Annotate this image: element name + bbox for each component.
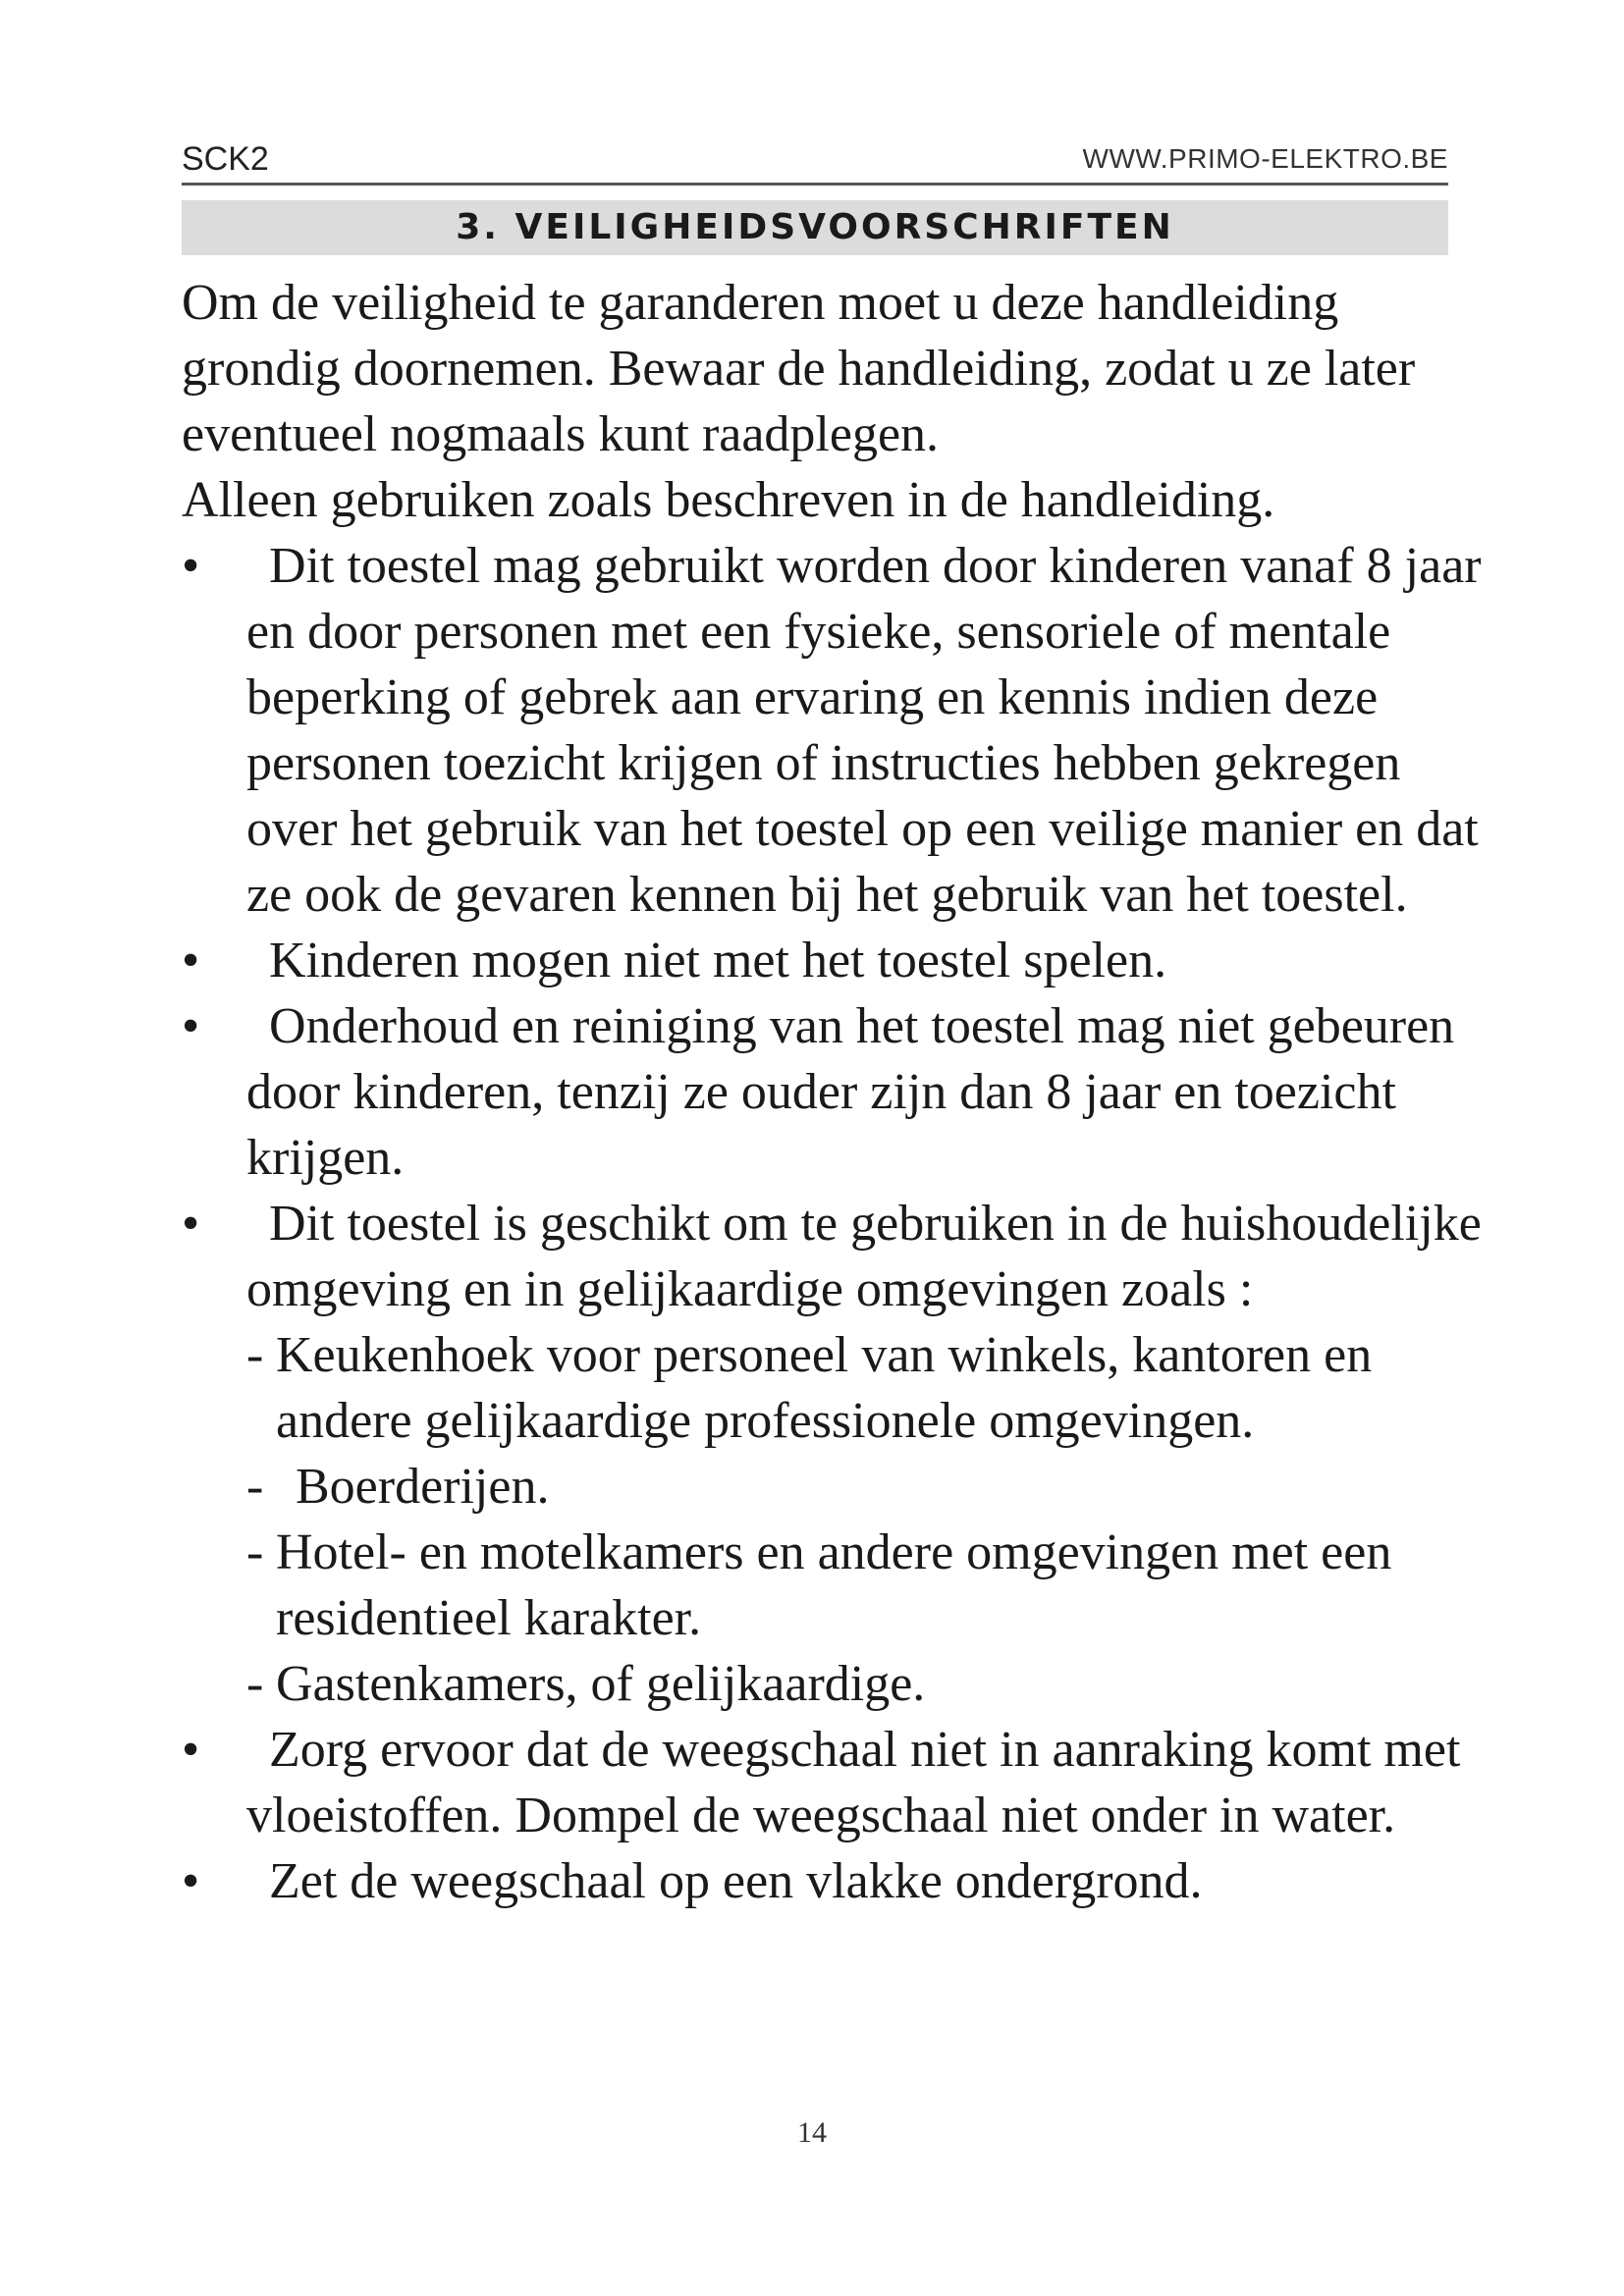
dash-icon: - bbox=[246, 1656, 264, 1712]
bullet-text: Dit toestel mag gebruikt worden door kinderen vanaf 8 jaar en door personen met een fysieke, sensoriele of mentale beperking of gebrek aan ervaring en kennis indien deze personen toezicht krijgen of instructies hebben gekregen over het gebruik van het toestel op een veilige manier en dat ze ook de gevaren kennen bij het gebruik van het toestel. bbox=[246, 538, 1482, 923]
dash-icon: - bbox=[246, 1327, 264, 1383]
dash-icon: - bbox=[246, 1459, 264, 1515]
sub-list-item bbox=[182, 1520, 1497, 1651]
bullet-text: Onderhoud en reiniging van het toestel mag niet gebeuren door kinderen, tenzij ze ouder zijn dan 8 jaar en toezicht krijgen. bbox=[246, 998, 1455, 1186]
bullet-text: Zorg ervoor dat de weegschaal niet in aanraking komt met vloeistoffen. Dompel de weegschaal niet onder in water. bbox=[246, 1722, 1461, 1843]
sub-item-text: Gastenkamers, of gelijkaardige. bbox=[276, 1656, 926, 1712]
page-number: 14 bbox=[797, 2116, 827, 2149]
bullet-icon: • bbox=[182, 933, 200, 988]
bullet-text: Kinderen mogen niet met het toestel spelen. bbox=[269, 933, 1167, 988]
sub-list-item bbox=[182, 1322, 1497, 1454]
website-url: WWW.PRIMO-ELEKTRO.BE bbox=[1082, 143, 1448, 174]
sub-list-item bbox=[182, 1454, 1497, 1520]
bullet-icon: • bbox=[182, 1722, 200, 1778]
bullet-item bbox=[182, 928, 1497, 993]
bullet-text: Zet de weegschaal op een vlakke ondergrond. bbox=[269, 1853, 1203, 1909]
bullet-item bbox=[182, 1191, 1497, 1322]
sub-item-text: Hotel- en motelkamers en andere omgevingen met een residentieel karakter. bbox=[276, 1524, 1392, 1646]
model-name: SCK2 bbox=[182, 140, 269, 178]
bullet-item bbox=[182, 1848, 1497, 1914]
sub-item-text: Keukenhoek voor personeel van winkels, kantoren en andere gelijkaardige professionele omgevingen. bbox=[276, 1327, 1373, 1449]
bullet-item bbox=[182, 993, 1497, 1191]
bullet-icon: • bbox=[182, 998, 200, 1054]
section-title: 3. VEILIGHEIDSVOORSCHRIFTEN bbox=[456, 207, 1174, 247]
bullet-item bbox=[182, 533, 1497, 928]
bullet-text: Dit toestel is geschikt om te gebruiken in de huishoudelijke omgeving en in gelijkaardige omgevingen zoals : bbox=[246, 1196, 1482, 1317]
page-header bbox=[182, 135, 1448, 186]
bullet-icon: • bbox=[182, 1853, 200, 1909]
sub-item-text: Boerderijen. bbox=[296, 1459, 550, 1515]
bullet-icon: • bbox=[182, 1196, 200, 1252]
dash-icon: - bbox=[246, 1524, 264, 1580]
usage-note: Alleen gebruiken zoals beschreven in de handleiding. bbox=[182, 472, 1275, 528]
bullet-icon: • bbox=[182, 538, 200, 594]
intro-paragraph: Om de veiligheid te garanderen moet u deze handleiding grondig doornemen. Bewaar de handleiding, zodat u ze later eventueel nogmaals kunt raadplegen. bbox=[182, 275, 1416, 462]
sub-list-item bbox=[182, 1651, 1497, 1717]
bullet-item bbox=[182, 1717, 1497, 1848]
body-text bbox=[182, 270, 1497, 1914]
section-heading-bar bbox=[182, 200, 1448, 255]
